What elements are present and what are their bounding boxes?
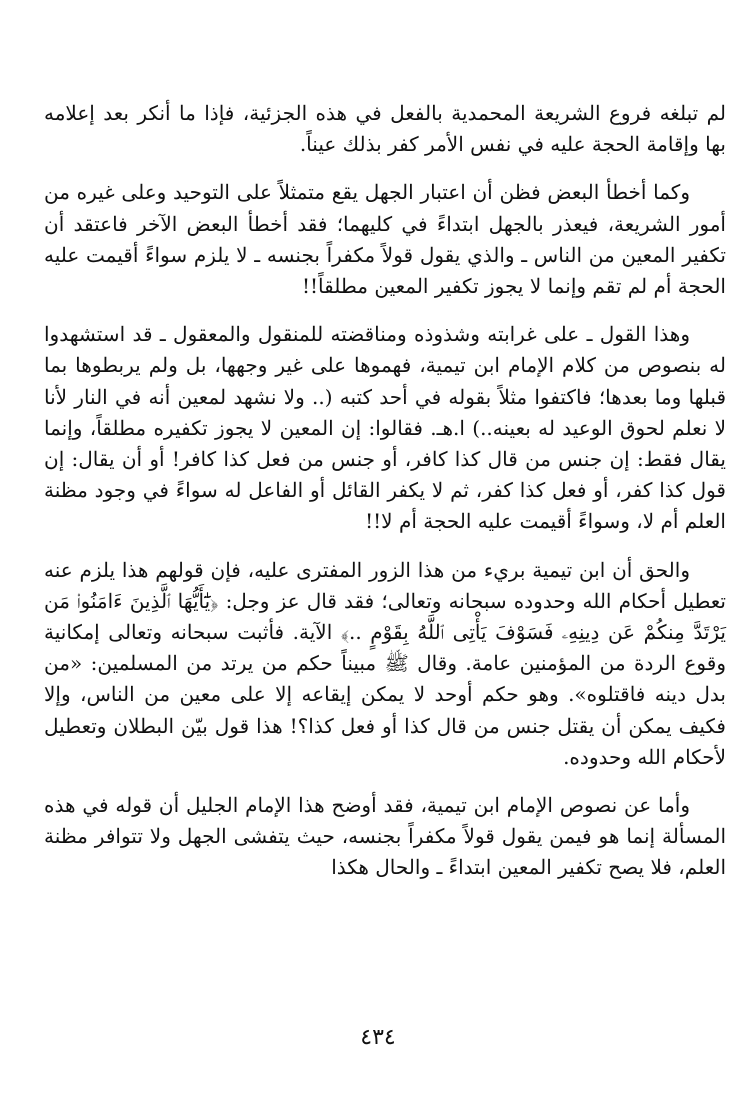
- paragraph: وأما عن نصوص الإمام ابن تيمية، فقد أوضح هذا الإمام الجليل أن قوله في هذه المسألة إنما هو فيمن يقول قولاً مكفراً بجنسه، حيث يتفشى الجهل ولا تتوافر مظنة العلم، فلا يصح تكفير المعين ابتداءً ـ والحال هكذا: [44, 793, 726, 880]
- page-number: ٤٣٤: [360, 1025, 396, 1050]
- paragraph-continuation: لم تبلغه فروع الشريعة المحمدية بالفعل في هذه الجزئية، فإذا ما أنكر بعد إعلامه بها وإقامة الحجة عليه في نفس الأمر كفر بذلك عيناً.: [44, 101, 726, 157]
- paragraph: وهذا القول ـ على غرابته وشذوذه ومناقضته للمنقول والمعقول ـ قد استشهدوا له بنصوص من كلام الإمام ابن تيمية، فهموها على غير وجهها، بل ولم يربطوها بما قبلها وما بعدها؛ فاكتفوا مثلاً بقوله في أحد كتبه (.. ولا نشهد لمعين أنه في النار لأنا لا نعلم لحوق الوعيد له بعينه..) ا.هـ. فقالوا: إن المعين لا يجوز تكفيره مطلقاً، وإنما يقال فقط: إن جنس من قال كذا كافر، أو جنس من فعل كذا كافر! أو أن يقال: إن قول كذا كفر، أو فعل كذا كفر، ثم لا يكفر القائل أو الفاعل له سواءً في وجود مظنة العلم أم لا، وسواءً أقيمت عليه الحجة أم لا!!: [44, 322, 726, 534]
- paragraph: وكما أخطأ البعض فظن أن اعتبار الجهل يقع متمثلاً على التوحيد وعلى غيره من أمور الشريعة، فيعذر بالجهل ابتداءً في كليهما؛ فقد أخطأ البعض الآخر فاعتقد أن تكفير المعين من الناس ـ والذي يقول قولاً مكفراً بجنسه ـ لا يلزم سواءً أقيمت عليه الحجة أم لم تقم وإنما لا يجوز تكفير المعين مطلقاً!!: [44, 180, 726, 299]
- body-text: [44, 98, 726, 901]
- paragraph: والحق أن ابن تيمية بريء من هذا الزور المفترى عليه، فإن قولهم هذا يلزم عنه تعطيل أحكام الله وحدوده سبحانه وتعالى؛ فقد قال عز وجل: ﴿يَٰٓأَيُّهَا ٱلَّذِينَ ءَامَنُوا۟ مَن يَرْتَدَّ مِنكُمْ عَن دِينِهِۦ فَسَوْفَ يَأْتِى ٱللَّهُ بِقَوْمٍ ..﴾ الآية. فأثبت سبحانه وتعالى إمكانية وقوع الردة من المؤمنين عامة. وقال ﷺ مبيناً حكم من يرتد من المسلمين: «من بدل دينه فاقتلوه». وهو حكم أوحد لا يمكن إيقاعه إلا على معين من الناس، وإلا فكيف يمكن أن يقتل جنس من قال كذا أو فعل كذا؟! هذا قول بيّن البطلان وتعطيل لأحكام الله وحدوده.: [44, 557, 726, 769]
